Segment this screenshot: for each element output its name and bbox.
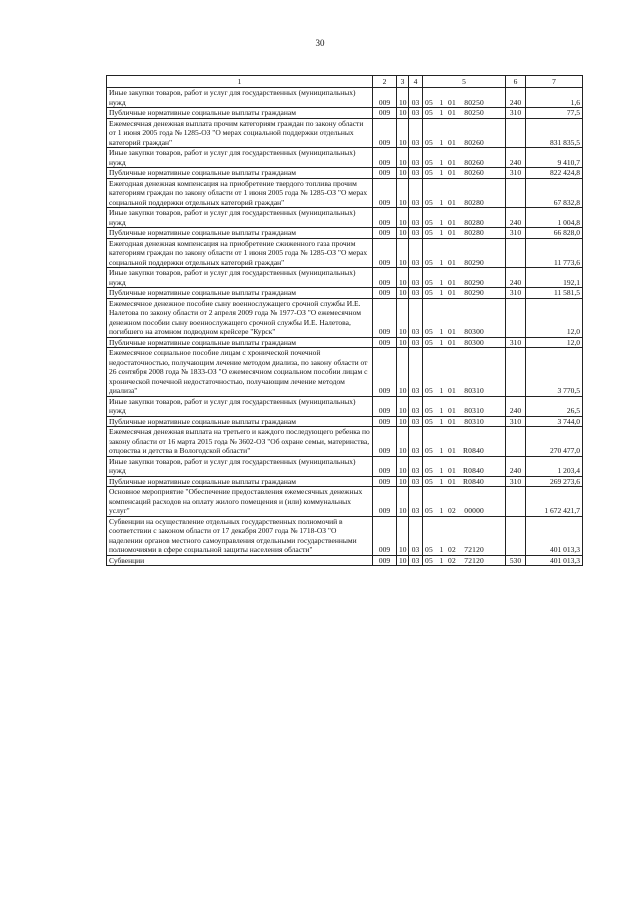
- table-row: [107, 456, 583, 476]
- target-article-part: 1: [439, 555, 444, 565]
- row-name: Публичные нормативные социальные выплаты гражданам: [107, 337, 373, 348]
- row-amount: 1 004,8: [526, 208, 583, 228]
- table-row: [107, 268, 583, 288]
- table-row: [107, 168, 583, 179]
- target-article-part: 01: [448, 197, 456, 207]
- row-section: 10: [397, 228, 409, 239]
- row-section: 10: [397, 476, 409, 487]
- target-article-part: 05: [425, 197, 433, 207]
- target-article-part: 05: [425, 108, 433, 117]
- row-target-article: [423, 118, 506, 148]
- row-expense-type: 530: [506, 555, 526, 566]
- column-header-6: 6: [506, 76, 526, 88]
- target-article-part: 80260: [464, 157, 484, 167]
- row-section: 10: [397, 348, 409, 397]
- target-article-part: 01: [448, 228, 456, 237]
- target-article-part: 80280: [464, 217, 484, 227]
- row-subsection: 03: [409, 348, 423, 397]
- row-expense-type: 310: [506, 228, 526, 239]
- row-section: 10: [397, 88, 409, 108]
- row-subsection: 03: [409, 516, 423, 555]
- row-target-article: [423, 476, 506, 487]
- target-article-part: 05: [425, 506, 433, 515]
- row-amount: 12,0: [526, 337, 583, 348]
- row-ministry-code: 009: [373, 148, 397, 168]
- column-header-4: 4: [409, 76, 423, 88]
- row-amount: 401 013,3: [526, 516, 583, 555]
- target-article-part: 1: [439, 168, 444, 177]
- row-subsection: 03: [409, 178, 423, 208]
- row-subsection: 03: [409, 268, 423, 288]
- row-ministry-code: 009: [373, 108, 397, 119]
- table-row: [107, 108, 583, 119]
- row-amount: 9 410,7: [526, 148, 583, 168]
- target-article-part: 80250: [464, 108, 484, 117]
- row-amount: 11 581,5: [526, 288, 583, 299]
- row-name: Иные закупки товаров, работ и услуг для государственных (муниципальных) нужд: [107, 88, 373, 108]
- table-row: [107, 348, 583, 397]
- column-header-2: 2: [373, 76, 397, 88]
- row-target-article: [423, 348, 506, 397]
- target-article-part: 1: [439, 277, 444, 287]
- target-article-part: 05: [425, 97, 433, 107]
- table-row: [107, 416, 583, 427]
- row-name: Иные закупки товаров, работ и услуг для государственных (муниципальных) нужд: [107, 396, 373, 416]
- target-article-part: 1: [439, 217, 444, 227]
- table-body: [107, 88, 583, 566]
- table-row: [107, 118, 583, 148]
- row-subsection: 03: [409, 555, 423, 566]
- target-article-part: 1: [439, 446, 444, 455]
- table-row: [107, 427, 583, 457]
- row-amount: 192,1: [526, 268, 583, 288]
- target-article-part: 80310: [464, 386, 484, 395]
- table-row: [107, 178, 583, 208]
- row-ministry-code: 009: [373, 555, 397, 566]
- row-section: 10: [397, 268, 409, 288]
- target-article-part: 80300: [464, 327, 484, 336]
- row-section: 10: [397, 108, 409, 119]
- row-target-article: [423, 178, 506, 208]
- row-subsection: 03: [409, 108, 423, 119]
- target-article-part: 01: [448, 277, 456, 287]
- table-row: [107, 555, 583, 566]
- row-subsection: 03: [409, 476, 423, 487]
- target-article-part: 1: [439, 97, 444, 107]
- table-header-row: [107, 76, 583, 88]
- column-header-7: 7: [526, 76, 583, 88]
- row-amount: 1 203,4: [526, 456, 583, 476]
- target-article-part: 05: [425, 446, 433, 455]
- target-article-part: 01: [448, 217, 456, 227]
- row-expense-type: 240: [506, 148, 526, 168]
- target-article-part: 02: [448, 506, 456, 515]
- row-ministry-code: 009: [373, 427, 397, 457]
- target-article-part: 01: [448, 406, 456, 415]
- row-expense-type: [506, 238, 526, 268]
- row-name: Публичные нормативные социальные выплаты гражданам: [107, 168, 373, 179]
- target-article-part: 05: [425, 416, 433, 426]
- target-article-part: 05: [425, 228, 433, 237]
- target-article-part: 05: [425, 257, 433, 267]
- row-target-article: [423, 555, 506, 566]
- target-article-part: 05: [425, 545, 433, 554]
- table-row: [107, 516, 583, 555]
- target-article-part: 01: [448, 108, 456, 117]
- row-section: 10: [397, 487, 409, 517]
- row-expense-type: 240: [506, 456, 526, 476]
- row-subsection: 03: [409, 228, 423, 239]
- row-target-article: [423, 288, 506, 299]
- row-section: 10: [397, 168, 409, 179]
- row-ministry-code: 009: [373, 168, 397, 179]
- row-amount: 1,6: [526, 88, 583, 108]
- row-subsection: 03: [409, 288, 423, 299]
- row-expense-type: [506, 516, 526, 555]
- target-article-part: 01: [448, 327, 456, 336]
- row-expense-type: [506, 348, 526, 397]
- target-article-part: 05: [425, 277, 433, 287]
- row-amount: 26,5: [526, 396, 583, 416]
- row-subsection: 03: [409, 298, 423, 337]
- table-row: [107, 88, 583, 108]
- target-article-part: 1: [439, 257, 444, 267]
- table-row: [107, 208, 583, 228]
- row-section: 10: [397, 118, 409, 148]
- row-ministry-code: 009: [373, 456, 397, 476]
- target-article-part: 01: [448, 168, 456, 177]
- row-name: Ежегодная денежная компенсация на приобретение сжиженного газа прочим категориям граждан по закону области от 1 июня 2005 года № 1285-ОЗ "О мерах социальной поддержки отдельных категорий граждан": [107, 238, 373, 268]
- target-article-part: 1: [439, 466, 444, 475]
- target-article-part: 72120: [464, 555, 484, 565]
- row-name: Публичные нормативные социальные выплаты гражданам: [107, 108, 373, 119]
- row-section: 10: [397, 148, 409, 168]
- row-target-article: [423, 88, 506, 108]
- target-article-part: 1: [439, 137, 444, 147]
- row-expense-type: 310: [506, 476, 526, 487]
- row-name: Публичные нормативные социальные выплаты гражданам: [107, 288, 373, 299]
- row-expense-type: 310: [506, 168, 526, 179]
- row-target-article: [423, 228, 506, 239]
- target-article-part: 01: [448, 337, 456, 347]
- row-subsection: 03: [409, 238, 423, 268]
- table-row: [107, 148, 583, 168]
- target-article-part: 05: [425, 217, 433, 227]
- target-article-part: 02: [448, 555, 456, 565]
- row-ministry-code: 009: [373, 298, 397, 337]
- target-article-part: 1: [439, 337, 444, 347]
- row-expense-type: 240: [506, 268, 526, 288]
- row-amount: 401 013,3: [526, 555, 583, 566]
- row-amount: 66 828,0: [526, 228, 583, 239]
- target-article-part: 05: [425, 288, 433, 297]
- row-ministry-code: 009: [373, 118, 397, 148]
- target-article-part: 72120: [464, 545, 484, 554]
- row-ministry-code: 009: [373, 396, 397, 416]
- row-subsection: 03: [409, 208, 423, 228]
- target-article-part: 80250: [464, 97, 484, 107]
- target-article-part: 05: [425, 168, 433, 177]
- target-article-part: 80290: [464, 277, 484, 287]
- row-subsection: 03: [409, 396, 423, 416]
- target-article-part: 1: [439, 506, 444, 515]
- target-article-part: 01: [448, 97, 456, 107]
- row-name: Субвенции: [107, 555, 373, 566]
- target-article-part: 80310: [464, 416, 484, 426]
- row-name: Иные закупки товаров, работ и услуг для государственных (муниципальных) нужд: [107, 268, 373, 288]
- row-target-article: [423, 337, 506, 348]
- row-section: 10: [397, 298, 409, 337]
- row-ministry-code: 009: [373, 288, 397, 299]
- row-ministry-code: 009: [373, 476, 397, 487]
- row-amount: 831 835,5: [526, 118, 583, 148]
- target-article-part: 01: [448, 157, 456, 167]
- target-article-part: 1: [439, 416, 444, 426]
- target-article-part: 01: [448, 386, 456, 395]
- target-article-part: 01: [448, 257, 456, 267]
- row-section: 10: [397, 208, 409, 228]
- target-article-part: 80290: [464, 257, 484, 267]
- target-article-part: 01: [448, 476, 456, 486]
- row-ministry-code: 009: [373, 516, 397, 555]
- target-article-part: 1: [439, 197, 444, 207]
- budget-table: [106, 75, 583, 566]
- table-row: [107, 228, 583, 239]
- row-section: 10: [397, 427, 409, 457]
- row-subsection: 03: [409, 148, 423, 168]
- target-article-part: 05: [425, 386, 433, 395]
- target-article-part: 02: [448, 545, 456, 554]
- row-subsection: 03: [409, 168, 423, 179]
- row-target-article: [423, 516, 506, 555]
- row-name: Публичные нормативные социальные выплаты гражданам: [107, 476, 373, 487]
- target-article-part: 80260: [464, 137, 484, 147]
- row-name: Иные закупки товаров, работ и услуг для государственных (муниципальных) нужд: [107, 456, 373, 476]
- row-ministry-code: 009: [373, 228, 397, 239]
- target-article-part: R0840: [462, 466, 484, 475]
- row-section: 10: [397, 396, 409, 416]
- row-name: Ежемесячное денежное пособие сыну военнослужащего срочной службы И.Е. Налетова по закону области от 2 апреля 2009 года № 1977-ОЗ "О ежемесячном денежном пособии сыну военнослужащего срочной службы И.Е. Налетова, погибшего на атомном подводном крейсере "Курск": [107, 298, 373, 337]
- row-amount: 12,0: [526, 298, 583, 337]
- row-section: 10: [397, 416, 409, 427]
- row-subsection: 03: [409, 427, 423, 457]
- table-row: [107, 487, 583, 517]
- target-article-part: 01: [448, 288, 456, 297]
- row-amount: 822 424,8: [526, 168, 583, 179]
- row-ministry-code: 009: [373, 416, 397, 427]
- row-name: Ежегодная денежная компенсация на приобретение твердого топлива прочим категориям граждан по закону области от 1 июня 2005 года № 1285-ОЗ "О мерах социальной поддержки отдельных категорий граждан": [107, 178, 373, 208]
- row-target-article: [423, 168, 506, 179]
- target-article-part: 80310: [464, 406, 484, 415]
- row-target-article: [423, 208, 506, 228]
- row-amount: 11 773,6: [526, 238, 583, 268]
- row-ministry-code: 009: [373, 337, 397, 348]
- target-article-part: 1: [439, 406, 444, 415]
- target-article-part: R0840: [462, 446, 484, 455]
- target-article-part: 1: [439, 386, 444, 395]
- row-section: 10: [397, 178, 409, 208]
- row-expense-type: [506, 178, 526, 208]
- row-target-article: [423, 427, 506, 457]
- row-target-article: [423, 148, 506, 168]
- target-article-part: 1: [439, 228, 444, 237]
- row-subsection: 03: [409, 337, 423, 348]
- target-article-part: 1: [439, 327, 444, 336]
- row-ministry-code: 009: [373, 178, 397, 208]
- row-section: 10: [397, 337, 409, 348]
- target-article-part: 1: [439, 108, 444, 117]
- page-number: 30: [315, 38, 325, 48]
- row-section: 10: [397, 238, 409, 268]
- row-expense-type: 240: [506, 88, 526, 108]
- target-article-part: 05: [425, 137, 433, 147]
- row-expense-type: 310: [506, 416, 526, 427]
- target-article-part: R0840: [462, 476, 484, 486]
- row-section: 10: [397, 456, 409, 476]
- row-ministry-code: 009: [373, 487, 397, 517]
- row-expense-type: 310: [506, 288, 526, 299]
- table-row: [107, 298, 583, 337]
- table-row: [107, 337, 583, 348]
- row-amount: 77,5: [526, 108, 583, 119]
- row-target-article: [423, 416, 506, 427]
- target-article-part: 01: [448, 446, 456, 455]
- column-header-3: 3: [397, 76, 409, 88]
- row-target-article: [423, 396, 506, 416]
- target-article-part: 01: [448, 416, 456, 426]
- row-subsection: 03: [409, 487, 423, 517]
- row-expense-type: 310: [506, 337, 526, 348]
- row-subsection: 03: [409, 118, 423, 148]
- row-expense-type: [506, 298, 526, 337]
- row-target-article: [423, 238, 506, 268]
- row-ministry-code: 009: [373, 88, 397, 108]
- table-row: [107, 396, 583, 416]
- row-name: Иные закупки товаров, работ и услуг для государственных (муниципальных) нужд: [107, 148, 373, 168]
- row-amount: 3 770,5: [526, 348, 583, 397]
- target-article-part: 00000: [464, 506, 484, 515]
- row-name: Ежемесячная денежная выплата на третьего и каждого последующего ребенка по закону области от 16 марта 2015 года № 3602-ОЗ "Об охране семьи, материнства, отцовства и детства в Вологодской области": [107, 427, 373, 457]
- row-name: Публичные нормативные социальные выплаты гражданам: [107, 416, 373, 427]
- row-target-article: [423, 268, 506, 288]
- row-expense-type: 310: [506, 108, 526, 119]
- target-article-part: 05: [425, 406, 433, 415]
- table-row: [107, 476, 583, 487]
- target-article-part: 80280: [464, 228, 484, 237]
- row-expense-type: 240: [506, 396, 526, 416]
- target-article-part: 01: [448, 137, 456, 147]
- target-article-part: 1: [439, 545, 444, 554]
- target-article-part: 1: [439, 288, 444, 297]
- row-ministry-code: 009: [373, 348, 397, 397]
- row-name: Основное мероприятие "Обеспечение предоставления ежемесячных денежных компенсаций расходов на оплату жилого помещения и (или) коммунальных услуг": [107, 487, 373, 517]
- target-article-part: 05: [425, 555, 433, 565]
- row-amount: 67 832,8: [526, 178, 583, 208]
- row-name: Ежемесячное социальное пособие лицам с хронической почечной недостаточностью, получающим лечение методом диализа, по закону области от 26 сентября 2008 года № 1833-ОЗ "О ежемесячном социальном пособии лицам с хронической почечной недостаточностью, получающим лечение методом диализа": [107, 348, 373, 397]
- target-article-part: 1: [439, 157, 444, 167]
- row-ministry-code: 009: [373, 208, 397, 228]
- row-target-article: [423, 108, 506, 119]
- row-subsection: 03: [409, 416, 423, 427]
- target-article-part: 05: [425, 327, 433, 336]
- row-expense-type: [506, 118, 526, 148]
- row-name: Иные закупки товаров, работ и услуг для государственных (муниципальных) нужд: [107, 208, 373, 228]
- row-ministry-code: 009: [373, 268, 397, 288]
- row-expense-type: [506, 427, 526, 457]
- row-expense-type: 240: [506, 208, 526, 228]
- target-article-part: 1: [439, 476, 444, 486]
- row-expense-type: [506, 487, 526, 517]
- target-article-part: 80290: [464, 288, 484, 297]
- target-article-part: 05: [425, 476, 433, 486]
- target-article-part: 05: [425, 337, 433, 347]
- column-header-1: 1: [107, 76, 373, 88]
- row-amount: 3 744,0: [526, 416, 583, 427]
- target-article-part: 80280: [464, 197, 484, 207]
- target-article-part: 05: [425, 157, 433, 167]
- row-subsection: 03: [409, 456, 423, 476]
- row-name: Субвенции на осуществление отдельных государственных полномочий в соответствии с законом области от 17 декабря 2007 года № 1718-ОЗ "О наделении органов местного самоуправления отдельными государственными полномочиями в сфере социальной защиты населения области": [107, 516, 373, 555]
- row-section: 10: [397, 555, 409, 566]
- row-amount: 1 672 421,7: [526, 487, 583, 517]
- row-target-article: [423, 298, 506, 337]
- row-target-article: [423, 487, 506, 517]
- column-header-5: 5: [423, 76, 506, 88]
- target-article-part: 80300: [464, 337, 484, 347]
- target-article-part: 01: [448, 466, 456, 475]
- table-row: [107, 288, 583, 299]
- row-section: 10: [397, 516, 409, 555]
- row-subsection: 03: [409, 88, 423, 108]
- row-ministry-code: 009: [373, 238, 397, 268]
- row-name: Публичные нормативные социальные выплаты гражданам: [107, 228, 373, 239]
- row-target-article: [423, 456, 506, 476]
- row-amount: 269 273,6: [526, 476, 583, 487]
- target-article-part: 80260: [464, 168, 484, 177]
- row-amount: 270 477,0: [526, 427, 583, 457]
- target-article-part: 05: [425, 466, 433, 475]
- row-name: Ежемесячная денежная выплата прочим категориям граждан по закону области от 1 июня 2005 года № 1285-ОЗ "О мерах социальной поддержки отдельных категорий граждан": [107, 118, 373, 148]
- table-row: [107, 238, 583, 268]
- row-section: 10: [397, 288, 409, 299]
